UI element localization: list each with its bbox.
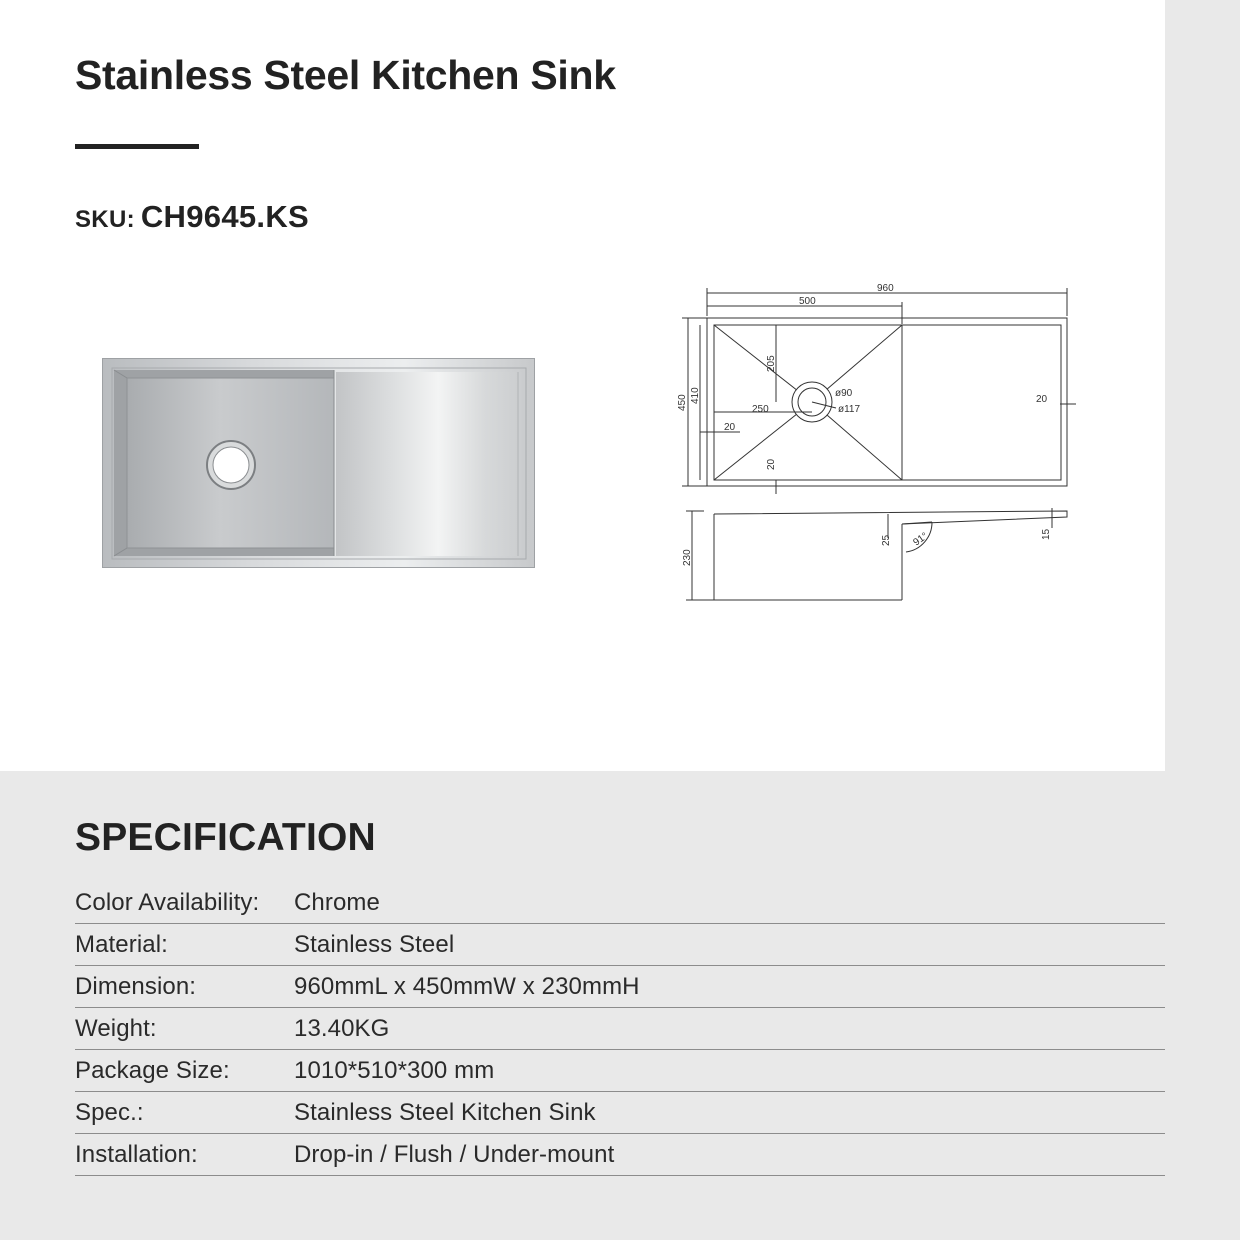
spec-value: Chrome bbox=[294, 882, 1165, 924]
sku-label: SKU: bbox=[75, 206, 135, 233]
spec-row-color bbox=[75, 882, 1165, 924]
dim-dia117: ø117 bbox=[838, 404, 861, 415]
spec-heading: SPECIFICATION bbox=[75, 816, 376, 859]
sku-line bbox=[75, 199, 309, 235]
spec-label: Material: bbox=[75, 924, 294, 966]
dim-20-left: 20 bbox=[724, 422, 736, 433]
spec-value: 960mmL x 450mmW x 230mmH bbox=[294, 966, 1165, 1008]
spec-row-package-size bbox=[75, 1050, 1165, 1092]
dim-500: 500 bbox=[799, 296, 816, 307]
dim-205: 205 bbox=[766, 355, 777, 372]
spec-row-spec bbox=[75, 1092, 1165, 1134]
spec-row-material bbox=[75, 924, 1165, 966]
technical-drawing bbox=[660, 236, 1084, 616]
spec-label: Spec.: bbox=[75, 1092, 294, 1134]
dim-dia90: ø90 bbox=[835, 388, 853, 399]
spec-row-weight bbox=[75, 1008, 1165, 1050]
product-title: Stainless Steel Kitchen Sink bbox=[75, 52, 616, 98]
spec-value: Stainless Steel bbox=[294, 924, 1165, 966]
spec-label: Installation: bbox=[75, 1134, 294, 1176]
dim-230: 230 bbox=[682, 549, 693, 566]
spec-value: 1010*510*300 mm bbox=[294, 1050, 1165, 1092]
spec-label: Weight: bbox=[75, 1008, 294, 1050]
dim-15: 15 bbox=[1041, 528, 1052, 540]
sku-value: CH9645.KS bbox=[140, 199, 309, 234]
spec-row-dimension bbox=[75, 966, 1165, 1008]
dim-410: 410 bbox=[690, 387, 701, 404]
title-underline bbox=[75, 144, 199, 149]
spec-value: 13.40KG bbox=[294, 1008, 1165, 1050]
spec-label: Package Size: bbox=[75, 1050, 294, 1092]
dim-960: 960 bbox=[877, 283, 894, 294]
spec-value: Stainless Steel Kitchen Sink bbox=[294, 1092, 1165, 1134]
spec-label: Dimension: bbox=[75, 966, 294, 1008]
dim-91deg: 91° bbox=[911, 530, 931, 549]
spec-row-installation bbox=[75, 1134, 1165, 1176]
dim-25: 25 bbox=[881, 534, 892, 546]
dim-250: 250 bbox=[752, 404, 769, 415]
sink-product-image bbox=[102, 358, 536, 570]
dim-450: 450 bbox=[677, 394, 688, 411]
dim-20-right: 20 bbox=[1036, 394, 1048, 405]
dim-20-bottom: 20 bbox=[766, 458, 777, 470]
spec-value: Drop-in / Flush / Under-mount bbox=[294, 1134, 1165, 1176]
spec-table bbox=[75, 882, 1165, 1176]
spec-label: Color Availability: bbox=[75, 882, 294, 924]
